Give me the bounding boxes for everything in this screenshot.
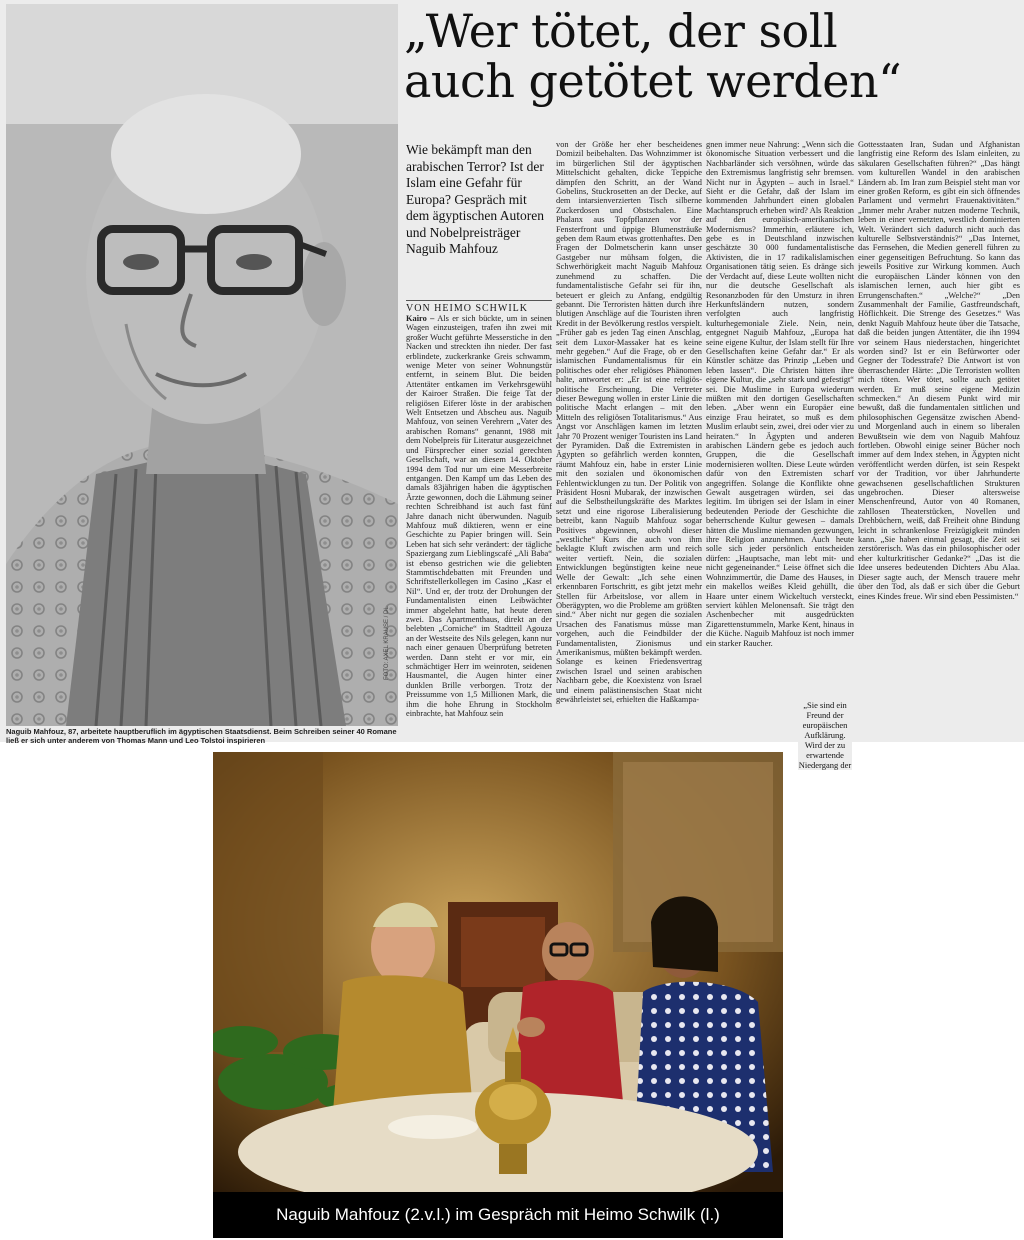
photo-caption: Naguib Mahfouz (2.v.l.) im Gespräch mit Heimo Schwilk (l.) [213,1192,783,1238]
article-column-2 [556,140,702,740]
interview-photo [213,752,783,1238]
column-2-text: von der Größe her eher bescheidenes Domizil beibehalten. Das Wohnzimmer ist im bürgerlichen Stil der ägyptischen Mittelschicht gehalten, dicke Teppiche dämpfen den Schritt, an der Wand Gobelins, Stuckrosetten an der Decke, auf dem intarsienverzierten Tisch silberne Zuckerdosen und Obstschalen. Eine Phalanx aus Topfpflanzen vor der Fensterfront und üppige Blumensträuße geben dem Raum etwas grottenhaftes. Den Fragen der Dolmetscherin kann unser Gastgeber nur mühsam folgen, die Schwerhörigkeit macht Naguib Mahfouz zunehmend zu schaffen. Die fundamentalistische Gefahr sei für ihn, beteuert er gleich zu Anfang, endgültig gebannt. Die Terroristen hätten durch ihre blutigen Anschläge auf die Touristen ihren Kredit in der Bevölkerung restlos verspielt. „Früher gab es jeden Tag einen Anschlag, seit dem Luxor-Massaker hat es keine mehr gegeben.“ Auf die Frage, ob er den islamischen Fundamentalismus für ein politisches oder eher religiöses Phänomen halte, antwortet er: „Er ist eine religiös-politische Erscheinung. Die Vertreter dieser Bewegung wollen in erster Linie die politische Macht erlangen – mit den Mitteln des religiösen Totalitarismus.“ Aus Angst vor Anschlägen kamen im letzten Jahr 70 Prozent weniger Touristen ins Land der Pyramiden. Daß die Extremisten in Ägypten so gefährlich werden konnten, räumt Mahfouz ein, habe in erster Linie mit den sozialen und ökonomischen Fehlentwicklungen zu tun. Der Politik von Präsident Hosni Mubarak, der inzwischen auf die Selbstheilungskräfte des Marktes setzt und eine rigorose Liberalisierung betreibt, kann Naguib Mahfouz sogar Positives abgewinnen, obwohl dieser „westliche“ Kurs die auch von ihm beklagte Kluft zwischen arm und reich weiter vertieft. Nein, die sozialen Entwicklungen begünstigten keine neue Welle der Gewalt: „Ich sehe einen erkennbaren Fortschritt, es gibt jetzt mehr Stellen für Arbeitslose, vor allem in Oberägypten, wo die Probleme am größten sind.“ Aber nicht nur gegen die sozialen Ursachen des Fanatismus müsse man vorgehen, auch die Feindbilder der Fundamentalisten, Zionismus und Amerikanismus, müßten bekämpft werden. Solange es keinen Friedensvertrag zwischen Israel und seinen arabischen Nachbarn gebe, die Koexistenz von Israel und einem palästinensischen Staat nicht gewährleistet sei, erhielten die Haßkampa- [556,140,702,704]
photo-credit: FOTO: AXEL KRAUSE / DL [384,606,390,680]
pull-quote: „Sie sind ein Freund der europäischen Aufklärung. Wird der zu erwartende Niedergang der [798,700,852,770]
column-3-text: gnen immer neue Nahrung: „Wenn sich die ökonomische Situation verbessert und die Nachbarländer sich versöhnen, würde das den Extremismus langfristig sehr bremsen. Nicht nur in Ägypten – auch in Israel.“ Sieht er die Gefahr, daß der Islam im kommenden Jahrhundert einen globalen Machtanspruch erheben wird? Als Reaktion auf den europäisch-amerikanischen Modernismus? Immerhin, erläutere ich, gebe es in Deutschland inzwischen geschätzte 30 000 fundamentalistische Aktivisten, die in 17 radikalislamischen Organisationen tätig seien. Es dränge sich der Verdacht auf, diese Leute wollten nicht nur die deutsche Gesellschaft als Resonanzboden für den Umsturz in ihren Herkunftsländern nutzen, sondern verfolgten auch langfristig kulturhegemoniale Ziele. Nein, nein, entgegnet Naguib Mahfouz, „Europa hat seine eigene Kultur, der Islam stellt für Ihre Gesellschaften keine Gefahr dar.“ Er als Künstler schätze das Prinzip „Leben und leben lassen“. Die Christen hätten ihre eigene Kultur, die „sehr stark und gefestigt“ sei. Die Muslime in Europa wiederum müßten mit den dortigen Gesellschaften leben. „Aber wenn ein Europäer eine einzige Frau heiratet, so muß es dem Muslim erlaubt sein, zwei, drei oder vier zu heiraten.“ In Ägypten und anderen arabischen Ländern gebe es jedoch auch Gruppen, die die Gesellschaft modernisieren wollten. Diese Leute würden dafür von den Extremisten scharf angegriffen. Solange die Konflikte ohne Gewalt ausgetragen würden, sei das legitim. Im übrigen sei der Islam in einer bedeutenden Periode der Geschichte die beherrschende Kultur gewesen – damals hätten die Muslime niemanden gezwungen, ihre Religion anzunehmen. Auch heute solle sich jeder persönlich entscheiden dürfen: „Hauptsache, man lebt mit- und nicht gegeneinander.“ Leise öffnet sich die Wohnzimmertür, die Dame des Hauses, in ein makellos weißes Kleid gehüllt, die Haare unter einem Wickeltuch versteckt, serviert kühlen Melonensaft. Sie trägt den Aschenbecher mit ausgedrückten Zigarettenstummeln, Marke Kent, hinaus in die Küche. Naguib Mahfouz ist noch immer ein starker Raucher. [706,140,854,648]
portrait-illustration [6,4,398,726]
column-1-text: Als er sich bückte, um in seinen Wagen einzusteigen, trafen ihn zwei mit großer Wucht geführte Messerstiche in den Nacken und streckten ihn nieder. Der fast erblindete, zuckerkranke Greis schwamm, wenige Meter von seiner Wohnungstür entfernt, in seinem Blut. Die beiden Attentäter entkamen im Verkehrsgewühl der Kairoer Straßen. Die feige Tat der religiösen Eiferer löste in der arabischen Welt Entsetzen und Abscheu aus. Naguib Mahfouz, von seinen Verehrern „Vater des arabischen Romans“ genannt, 1988 mit dem Nobelpreis für Literatur ausgezeichnet und Fürsprecher einer sozial gerechten Gesellschaft, war an diesem 14. Oktober 1994 dem Tod nur um eine Messerbreite entgangen. Den Kampf um das Leben des damals 83jährigen haben die ägyptischen Ärzte gewonnen, doch die Lähmung seiner rechten Schreibhand ist auch fast fünf Jahre danach nicht überwunden. Naguib Mahfouz muß diktieren, wenn er eine Geschichte zu Papier bringen will. Sein Leben hat sich sehr verändert: der tägliche Spaziergang zum Lieblingscafé „Ali Baba“ ist ebenso gestrichen wie die geliebten Stammtischdebatten mit Freunden und Schriftstellerkollegen im Casino „Kasr el Nil“. Und er, der trotz der Drohungen der Fundamentalisten einen Leibwächter immer abgelehnt hatte, hat heute deren zwei. Das Apartmenthaus, direkt an der belebten „Corniche“ im Stadtteil Agouza an der Westseite des Nils gelegen, kann nur nach einer genauen Überprüfung betreten werden. Dann steht er vor mir, ein schmächtiger Herr im weinroten, seidenen Hausmantel, die Augen hinter einer dunklen Brille verborgen. Trotz der Preissumme von 1,5 Millionen Mark, die ihm die hohe Ehrung in Stockholm einbrachte, hat Mahfouz sein [406,314,552,719]
headline [404,6,1020,106]
portrait-caption: Naguib Mahfouz, 87, arbeitete hauptberuflich im ägyptischen Staatsdienst. Beim Schreiben seiner 40 Romane ließ er sich unter anderem von Thomas Mann und Leo Tolstoi inspirieren [6,727,397,745]
interview-scene [213,752,783,1192]
dateline: Kairo – [406,314,435,323]
article-deck: Wie bekämpft man den arabischen Terror? Ist der Islam eine Gefahr für Europa? Gespräch mit dem ägyptischen Autoren und Nobelpreisträger Naguib Mahfouz [406,142,544,256]
article-column-4 [858,140,1020,740]
column-4-text: Gottesstaaten Iran, Sudan und Afghanistan langfristig eine Reform des Islam einleiten, zu säkularen Gesellschaften führen?“ „Das hängt vom kulturellen Wandel in den arabischen Ländern ab. Im Iran zum Beispiel steht man vor einer großen Reform, es gibt ein sich öffnendes Parlament und vermehrt Frauenaktivitäten.“ „Immer mehr Araber nutzen moderne Technik, leben in einer vernetzten, westlich dominierten Welt. Verändert sich dadurch nicht auch das kulturelle Selbstverständnis?“ „Das Internet, das Fernsehen, die Medien generell führen zu einer gegenseitigen Befruchtung. So kann das jeweils Positive zur Wirkung kommen. Auch die europäischen Länder können von den islamischen lernen, auch hier gibt es Errungenschaften.“ „Welche?“ „Den Zusammenhalt der Familie, Gastfreundschaft, Höflichkeit. Die Strenge des Gesetzes.“ Was denkt Naguib Mahfouz heute über die Tatsache, daß die beiden jungen Attentäter, die ihn 1994 vor seinem Haus niederstachen, hingerichtet worden sind? Ist er ein Befürworter oder Gegner der Todesstrafe? Die Antwort ist von überraschender Härte: „Die Terroristen wollten mich töten. Wer tötet, sollte auch getötet werden. Er muß seine eigene Medizin schmecken.“ An diesem Punkt wird mir bewußt, daß die fundamentalen sittlichen und philosophischen Gegensätze zwischen Abend- und Morgenland auch in einem so liberalen Bewußtsein wie dem von Naguib Mahfouz fortleben. Obwohl einige seiner Bücher noch immer auf dem Index stehen, in Ägypten nicht veröffentlicht werden dürfen, ist sein Respekt vor der Tradition, vor über Jahrhunderte gewachsenen gesellschaftlichen Strukturen ungebrochen. Dieser altersweise Menschenfreund, Autor von 40 Romanen, zahllosen Theaterstücken, Novellen und Drehbüchern, weiß, daß Freiheit ohne Bindung leicht in schrankenlose Freizügigkeit münden kann. „Sie haben einmal gesagt, die Zeit sei zerstörerisch. Was das ein philosophischer oder eher kulturkritischer Gedanke?“ „Das ist die Idee unseres bedeutenden Dichters Abu Alaa. Dieser sagte auch, der Mensch trauere mehr über den Tod, als daß er sich über die Geburt eines Kindes freue. Wir sind eben Pessimisten.“ [858,140,1020,601]
article-column-1 [406,314,552,740]
byline: VON HEIMO SCHWILK [406,300,552,314]
portrait-photo [6,4,398,726]
article-column-3 [706,140,854,740]
headline-line-1: „Wer tötet, der soll [404,4,838,58]
headline-line-2: auch getötet werden“ [404,54,902,108]
